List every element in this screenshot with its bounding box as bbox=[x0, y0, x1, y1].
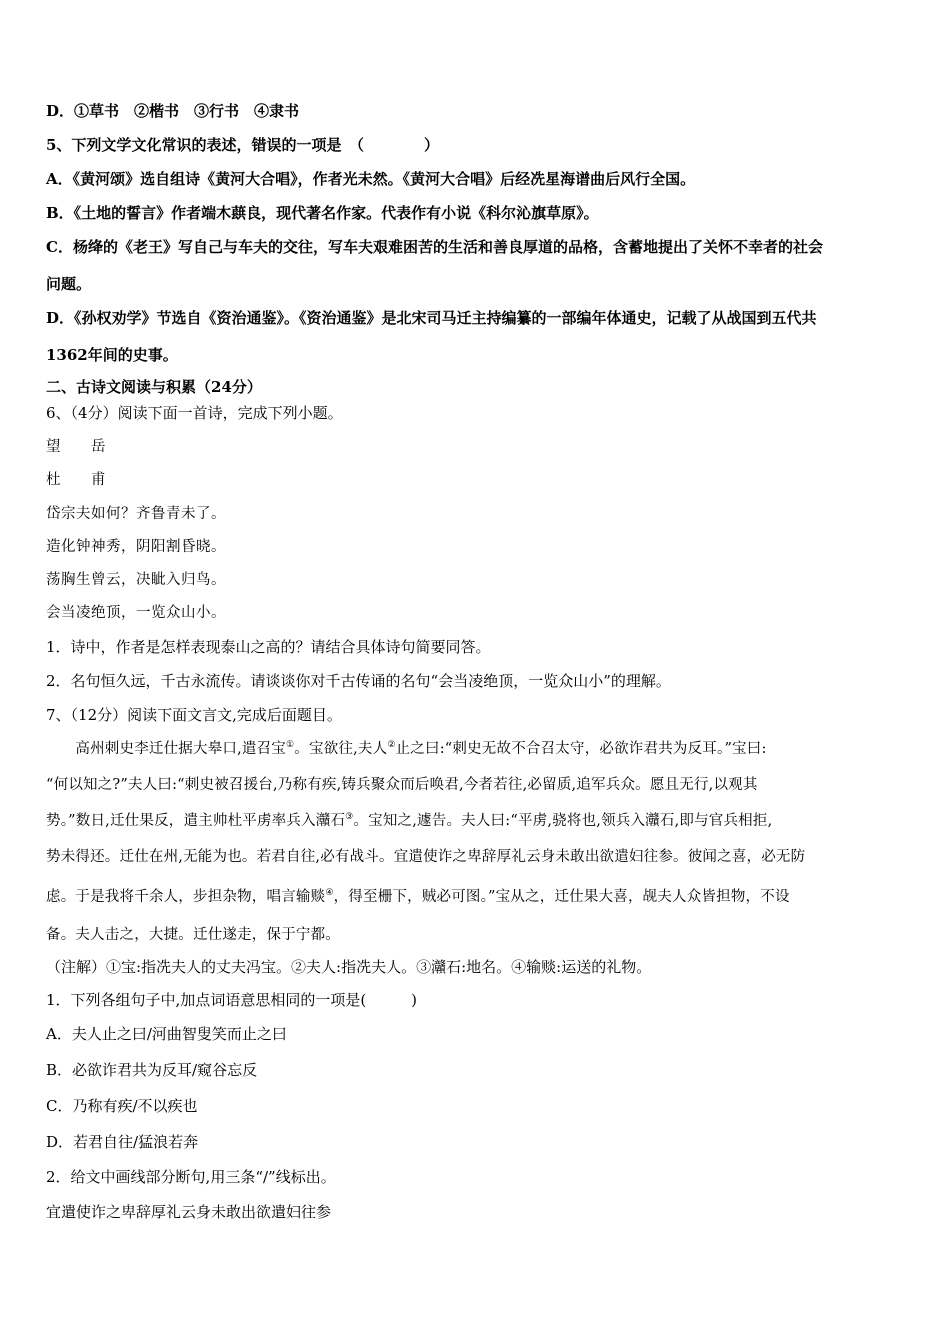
q6-subquestion-2: 2．名句恒久远，千古永流传。请谈谈你对千古传诵的名句“会当凌绝顶，一览众山小”的理解。 bbox=[46, 672, 671, 690]
footnote-marker: ② bbox=[387, 740, 396, 751]
poem-line: 会当凌绝顶，一览众山小。 bbox=[46, 605, 226, 621]
q5-option-c-line1: C．杨绛的《老王》写自己与车夫的交往，写车夫艰难困苦的生活和善良厚道的品格，含蓄地提出了关怀不幸者的社会 bbox=[46, 238, 823, 256]
passage-line: 势未得还。迁仕在州,无能为也。若君自往,必有战斗。宜遣使诈之卑辞厚礼云身未敢出欲遣妇往参。彼闻之喜，必无防 bbox=[46, 849, 806, 865]
q6-stem: 6、（4分）阅读下面一首诗，完成下列小题。 bbox=[46, 404, 343, 422]
passage-line: 备。夫人击之，大捷。迁仕遂走，保于宁都。 bbox=[46, 927, 340, 943]
footnote-marker: ① bbox=[286, 740, 295, 751]
q5-option-d-line1: D．《孙权劝学》节选自《资治通鉴》。《资治通鉴》是北宋司马迁主持编纂的一部编年体通史，记载了从战国到五代共 bbox=[46, 309, 817, 327]
footnote-marker: ④ bbox=[325, 888, 334, 899]
footnote-marker: ③ bbox=[345, 812, 354, 823]
q7-sentence-to-punctuate: 宜遣使诈之卑辞厚礼云身未敢出欲遣妇往参 bbox=[46, 1203, 332, 1221]
q7-option-b: B．必欲诈君共为反耳/窥谷忘反 bbox=[46, 1061, 258, 1079]
q7-subquestion-2: 2．给文中画线部分断句,用三条“/”线标出。 bbox=[46, 1168, 336, 1186]
poem-line: 岱宗夫如何？齐鲁青未了。 bbox=[46, 506, 226, 522]
q7-option-d: D．若君自往/猛浪若奔 bbox=[46, 1133, 199, 1151]
passage-line: 虑。于是我将千余人，步担杂物，唱言输赕④，得至栅下，贼必可图。”宝从之，迁仕果大喜，觇夫人众皆担物，不设 bbox=[46, 888, 790, 905]
section-heading: 二、古诗文阅读与积累（24分） bbox=[46, 378, 262, 396]
q7-subquestion-1: 1．下列各组句子中,加点词语意思相同的一项是( ) bbox=[46, 991, 418, 1009]
q5-option-d-line2: 1362年间的史事。 bbox=[46, 346, 178, 364]
passage-line: 势。”数日,迁仕果反，遣主帅杜平虏率兵入灨石③。宝知之,遽告。夫人曰:“平虏,骁将也,领兵入灨石,即与官兵相拒, bbox=[46, 812, 773, 829]
poem-line: 荡胸生曾云，决眦入归鸟。 bbox=[46, 572, 226, 588]
poem-line: 造化钟神秀，阴阳割昏晓。 bbox=[46, 539, 226, 555]
q7-stem: 7、（12分）阅读下面文言文,完成后面题目。 bbox=[46, 706, 342, 724]
q5-option-b: B．《土地的誓言》作者端木蕻良，现代著名作家。代表作有小说《科尔沁旗草原》。 bbox=[46, 204, 599, 222]
q6-subquestion-1: 1．诗中，作者是怎样表现泰山之高的？请结合具体诗句简要同答。 bbox=[46, 638, 491, 656]
passage-line: “何以知之?”夫人曰:“刺史被召援台,乃称有疾,铸兵聚众而后唤君,今者若往,必留质,追军兵众。愿且无行,以观其 bbox=[46, 777, 758, 793]
q7-option-a: A．夫人止之曰/河曲智叟笑而止之曰 bbox=[46, 1025, 287, 1043]
q4-option-d: D．①草书 ②楷书 ③行书 ④隶书 bbox=[46, 102, 300, 120]
q5-stem: 5、下列文学文化常识的表述，错误的一项是 （ ） bbox=[46, 136, 439, 154]
passage-notes: （注解）①宝:指冼夫人的丈夫冯宝。②夫人:指冼夫人。③灨石:地名。④输赕:运送的礼物。 bbox=[46, 958, 652, 976]
q7-option-c: C．乃称有疾/不以疾也 bbox=[46, 1097, 198, 1115]
q5-option-c-line2: 问题。 bbox=[46, 275, 92, 293]
q5-option-a: A．《黄河颂》选自组诗《黄河大合唱》，作者光未然。《黄河大合唱》后经冼星海谱曲后风行全国。 bbox=[46, 170, 696, 188]
passage-line: 高州刺史李迁仕据大皋口,遣召宝①。宝欲往,夫人②止之曰:“刺史无故不合召太守，必欲诈君共为反耳。”宝曰: bbox=[46, 740, 767, 757]
poem-author: 杜 甫 bbox=[46, 472, 106, 488]
poem-title: 望 岳 bbox=[46, 439, 106, 455]
